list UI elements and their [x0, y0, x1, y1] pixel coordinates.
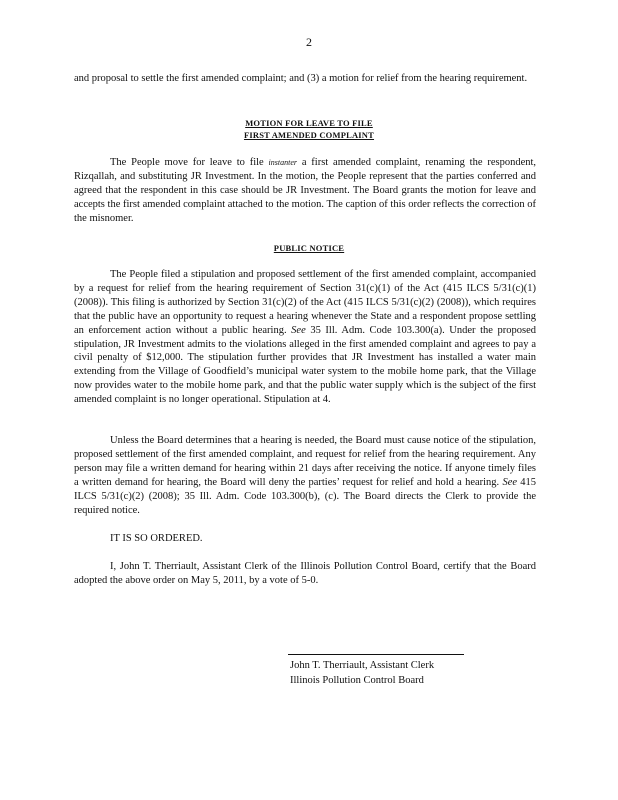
heading-public-notice-text: PUBLIC NOTICE: [273, 243, 345, 253]
instanter-term: instanter: [268, 158, 297, 167]
notice-text-a: The People filed a stipulation and proposed settlement of the first amended complaint, accompanied by a request for relief from the hearing requirement of Section 31(c)(1) of the Act (415 ILCS 5/31(c)(1) (2008)). This filing is authorized by Section 31(c)(2) of the Act (415 ILCS 5/31(c)(2) (2008)), which requires that the public have an opportunity to request a hearing whenever the State and a respondent propose settling an enforcement action without a public hearing.: [74, 269, 536, 336]
signature-line: [288, 654, 464, 655]
heading-motion-for-leave: [0, 117, 618, 141]
hearing-paragraph: [74, 434, 536, 517]
heading-public-notice: [0, 242, 618, 254]
motion-paragraph: [74, 156, 536, 226]
intro-paragraph: and proposal to settle the first amended complaint; and (3) a motion for relief from the hearing requirement.: [74, 73, 528, 84]
heading-line-1: MOTION FOR LEAVE TO FILE: [245, 118, 373, 128]
motion-text-b: a first amended complaint, renaming the respondent, Rizqallah, and substituting JR Investment. In the motion, the People represent that the parties conferred and agreed that the respondent in this case should be JR Investment. The Board grants the motion for leave and accepts the first amended complaint attached to the motion. The caption of this order reflects the correction of the misnomer.: [74, 157, 537, 224]
hearing-text-a: Unless the Board determines that a hearing is needed, the Board must cause notice of the stipulation, proposed settlement of the first amended complaint, and request for relief from the hearing requirement. Any person may file a written demand for hearing within 21 days after receiving the notice. If anyone timely files a written demand for hearing, the Board will deny the parties’ request for relief and hold a hearing.: [74, 435, 536, 488]
signature-org: Illinois Pollution Control Board: [290, 675, 424, 686]
see-signal-2: See: [502, 476, 518, 488]
certification-paragraph: I, John T. Therriault, Assistant Clerk of the Illinois Pollution Control Board, certify that the Board adopted the above order on May 5, 2011, by a vote of 5-0.: [74, 561, 536, 586]
motion-text-a: The People move for leave to file: [110, 157, 264, 168]
public-notice-paragraph: [74, 268, 536, 407]
see-signal: See: [291, 324, 306, 336]
ordered-statement: IT IS SO ORDERED.: [110, 533, 203, 544]
page-number: 2: [306, 35, 312, 49]
heading-line-2: FIRST AMENDED COMPLAINT: [243, 130, 375, 140]
signature-name: John T. Therriault, Assistant Clerk: [290, 660, 435, 671]
notice-text-b: 35 Ill. Adm. Code 103.300(a). Under the proposed stipulation, JR Investment admits to the violations alleged in the first amended complaint and agrees to pay a civil penalty of $12,000. The stipulation further provides that JR Investment has installed a water main extending from the Village of Goodfield’s municipal water system to the mobile home park, that the Village now provides water to the mobile home park, and that the public water supply which is the subject of the first amended complaint is no longer operational. Stipulation at 4.: [74, 324, 536, 406]
hearing-text-b: 415 ILCS 5/31(c)(2) (2008); 35 Ill. Adm. Code 103.300(b), (c). The Board directs the Clerk to provide the required notice.: [74, 476, 537, 516]
